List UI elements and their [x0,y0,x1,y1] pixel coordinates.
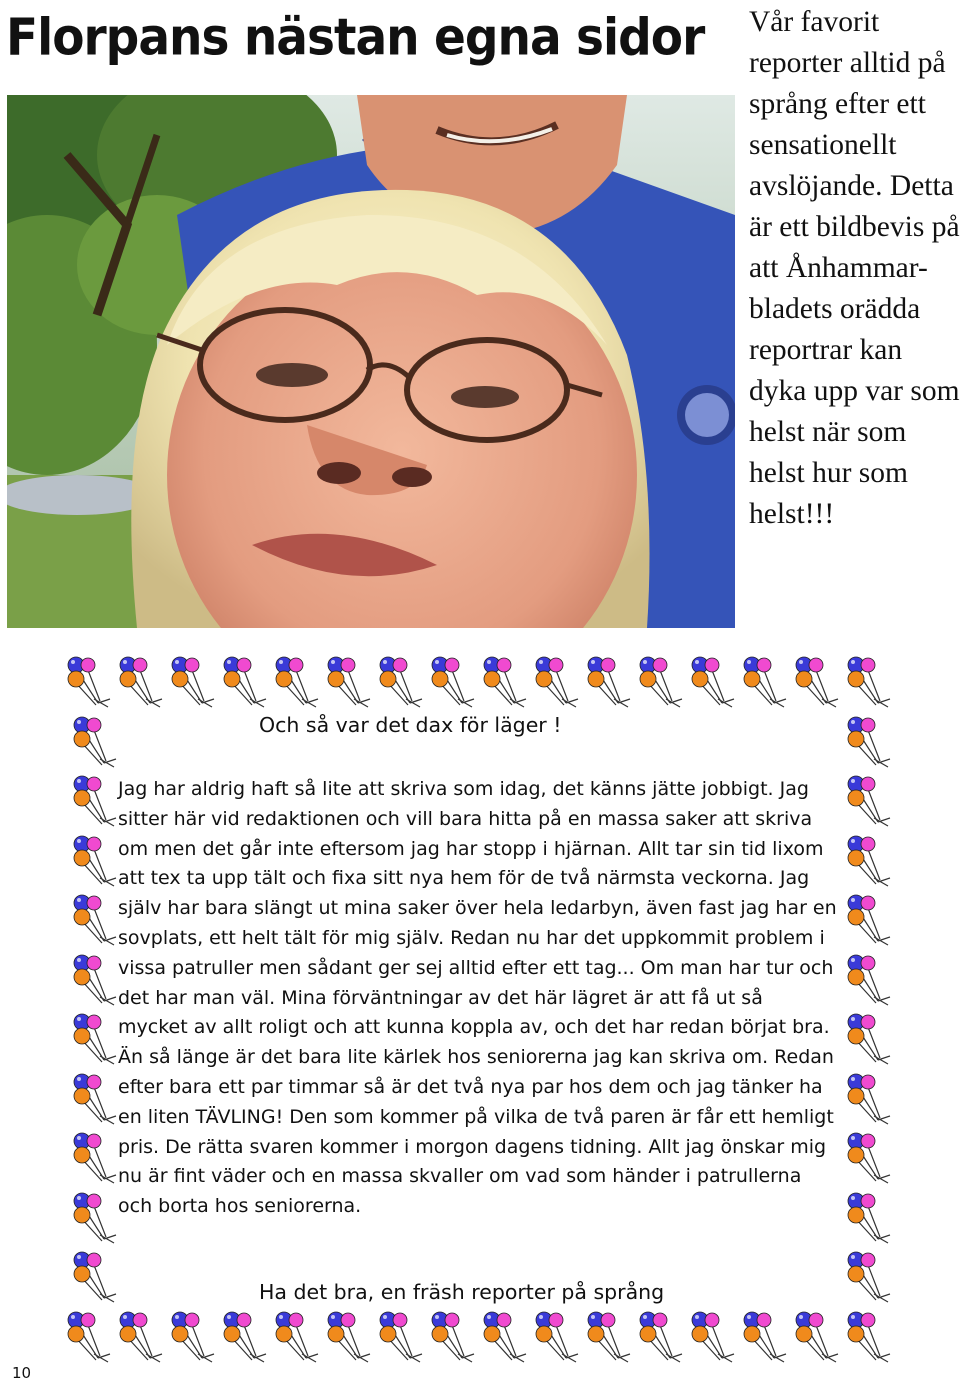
balloon-icon [636,1310,688,1365]
balloon-icon [376,655,428,710]
balloon-icon [844,1310,896,1365]
balloon-icon [220,655,272,710]
balloon-icon [220,1310,272,1365]
balloon-icon [70,893,122,948]
balloon-icon [844,715,896,770]
article-body-text: Jag har aldrig haft så lite att skriva som idag, det känns jätte jobbigt. Jag sitter här vid redaktionen och vill bara hitta på en massa saker att skriva om men det går inte eftersom jag har stopp i hjärnan. Allt tar sin tid lixom att tex ta upp tält och fixa sitt nya hem för de två närmsta veckorna. Jag själv har bara slängt ut mina saker över hela ledarbyn, även fast jag har en sovplats, ett helt tält för mig själv. Redan nu har det uppkommit problem i vissa patruller men sådant ger sej alltid efter ett tag... Om man har tur och det har man väl. Mina förväntningar av det här lägret är att få ut så mycket av allt roligt och att kunna koppla av, och det har redan börjat bra. Än så länge är det bara lite kärlek hos seniorerna jag kan skriva om. Redan efter bara ett par timmar så är det två nya par hos dem och jag tänker ha en liten TÄVLING! Den som kommer på vilka de två paren är får ett hemligt pris. De rätta svaren kommer i morgon dagens tidning. Allt jag önskar mig nu är fint väder och en massa skvaller om vad som händer i patrullerna och borta hos seniorerna. [118,778,837,1218]
balloon-icon [168,655,220,710]
balloon-icon [168,1310,220,1365]
balloon-icon [70,715,122,770]
balloon-icon [376,1310,428,1365]
balloon-icon [70,834,122,889]
balloon-icon [584,1310,636,1365]
balloon-icon [584,655,636,710]
balloon-icon [792,1310,844,1365]
balloon-icon [116,1310,168,1365]
balloon-icon [64,655,116,710]
masthead [6,6,730,86]
balloon-icon [532,655,584,710]
photo-illustration [7,95,735,628]
balloon-icon [480,1310,532,1365]
balloon-icon [844,1072,896,1127]
balloon-icon [272,655,324,710]
reporter-photo [7,95,735,628]
balloon-icon [70,1012,122,1067]
balloon-icon [688,1310,740,1365]
article-signoff: Ha det bra, en fräsh reporter på språng [259,1280,665,1304]
balloon-icon [272,1310,324,1365]
balloon-icon [428,655,480,710]
balloon-icon [740,1310,792,1365]
balloon-icon [636,655,688,710]
balloon-icon [740,655,792,710]
balloon-icon [70,1131,122,1186]
article-greeting: Och så var det dax för läger ! [259,713,562,737]
balloon-icon [844,774,896,829]
photo-caption: Vår favorit reporter alltid på språng efter ett sensationellt avslöjande. Detta är ett bildbevis på att Ånhammar-bladets orädda reportrar kan dyka upp var som helst när som helst hur som helst!!! [749,6,960,530]
balloon-icon [116,655,168,710]
balloon-icon [844,1131,896,1186]
balloon-icon [844,655,896,710]
balloon-icon [480,655,532,710]
balloon-icon [70,1191,122,1246]
balloon-icon [64,1310,116,1365]
balloon-icon [844,1012,896,1067]
balloon-icon [844,834,896,889]
page-number: 10 [12,1364,32,1382]
balloon-icon [688,655,740,710]
balloon-icon [70,953,122,1008]
balloon-icon [792,655,844,710]
balloon-icon [70,774,122,829]
page-title: Florpans nästan egna sidor [6,8,705,68]
balloon-icon [324,655,376,710]
balloon-icon [532,1310,584,1365]
article-body [118,775,838,1222]
balloon-icon [844,893,896,948]
balloon-icon [844,1191,896,1246]
balloon-icon [70,1072,122,1127]
balloon-icon [70,1250,122,1305]
balloon-icon [844,953,896,1008]
balloon-icon [324,1310,376,1365]
balloon-icon [844,1250,896,1305]
balloon-icon [428,1310,480,1365]
